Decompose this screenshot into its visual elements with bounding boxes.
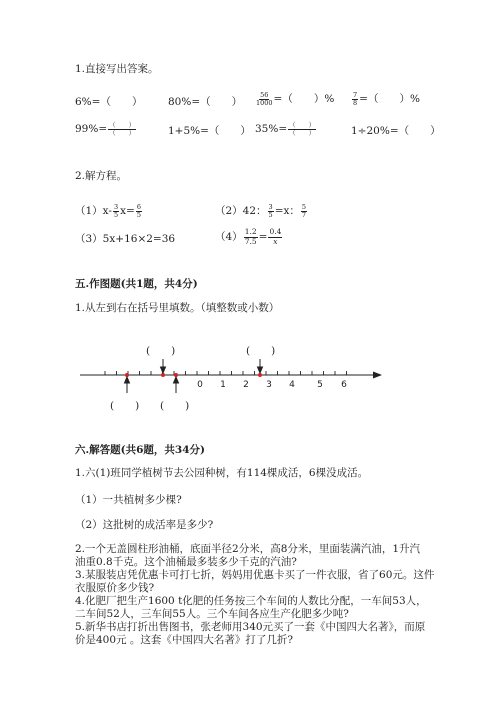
denominator: 7.5 [244, 236, 257, 246]
exercise-1-div-20-percent: 1÷20%=（ ） [351, 125, 441, 137]
axis-label-4: 4 [289, 380, 295, 390]
axis-label-3: 3 [266, 380, 272, 390]
denominator: 5 [113, 211, 119, 219]
axis-label-5: 5 [317, 380, 323, 390]
equation-4 [215, 228, 283, 246]
bottom-answer-paren-2: ( ) [160, 400, 190, 412]
fraction-answer-blank [288, 122, 316, 137]
number-line [70, 355, 390, 400]
problem-1-part-1: （1）一共植树多少棵? [75, 494, 182, 506]
down-arrow-head-icon [161, 367, 166, 373]
numerator: 56 [260, 91, 269, 99]
equation-text: （2）42： [215, 205, 267, 217]
axis-label-6: 6 [341, 380, 347, 390]
problem-1-part-2: （2）这批树的成活率是多少? [75, 519, 214, 531]
denominator: 5 [268, 211, 273, 219]
equation-2 [215, 204, 308, 219]
equation-text: = [258, 230, 268, 243]
problem-2-line-1: 2.一个无盖圆柱形油桶，底面半径2分米，高8分米，里面装满汽油，1升汽 [75, 543, 421, 555]
fraction-7-8 [352, 92, 358, 107]
question-fill-number-line: 1.从左到右在括号里填数。（填整数或小数） [75, 302, 280, 314]
exercise-35-percent [255, 122, 317, 137]
problem-4-line-1: 4.化肥厂把生产1600 t化肥的任务按三个车间的人数比分配，一车间53人， [75, 595, 427, 607]
denominator: 5 [136, 211, 141, 219]
denominator: 8 [353, 99, 358, 107]
number-line-ticks [105, 371, 347, 375]
equation-1 [75, 204, 143, 219]
problem-3-line-2: 衣服原价多少钱? [75, 582, 155, 594]
expression: 35%= [255, 123, 288, 135]
exercise-80-percent: 80%=（ ） [168, 96, 243, 108]
equation-3: （3）5x+16×2=36 [75, 233, 176, 245]
fraction [301, 204, 307, 219]
exercise-6-percent: 6%=（ ） [75, 96, 143, 108]
bottom-answer-paren-1: ( ) [110, 400, 140, 412]
numerator-blank: （ ） [109, 121, 136, 129]
down-arrow-head-icon [258, 367, 263, 373]
number-line-arrow-icon [373, 372, 382, 379]
numerator: 1.2 [244, 227, 257, 236]
numerator: 5 [301, 203, 307, 211]
top-answer-paren-1: ( ) [146, 345, 176, 357]
top-answer-paren-2: ( ) [246, 345, 276, 357]
problem-4-line-2: 二车间52人，三车间55人。三个车间各应生产化肥多少吨? [75, 608, 349, 620]
equation-text: （1）x- [75, 205, 112, 217]
question-solve-equations: 2.解方程。 [75, 170, 128, 182]
denominator-blank: （ ） [109, 129, 136, 137]
numerator: 7 [353, 91, 358, 99]
axis-label-0: 0 [197, 380, 203, 390]
section-heading-word-problems: 六.解答题(共6题，共34分) [75, 444, 206, 456]
exercise-99-percent [75, 122, 137, 137]
fraction [136, 204, 142, 219]
equation-text: （4） [215, 230, 243, 243]
expression: 99%= [75, 123, 108, 135]
denominator: 7 [301, 211, 307, 219]
fraction-56-1000 [256, 92, 273, 107]
section-heading-drawing: 五.作图题(共1题，共4分) [75, 278, 198, 290]
exercise-fraction-56 [255, 92, 334, 107]
equation-text: x= [120, 205, 135, 217]
fraction-answer-blank [108, 122, 136, 137]
up-arrow-head-icon [174, 377, 179, 383]
fraction [268, 228, 282, 246]
fraction [268, 204, 274, 219]
problem-2-line-2: 油重0.8千克。这个油桶最多装多少千克的汽油? [75, 556, 297, 568]
exercise-fraction-7-8 [351, 92, 420, 107]
denominator-blank: （ ） [289, 129, 316, 137]
denominator: x [273, 236, 278, 246]
fraction [244, 228, 258, 246]
numerator: 3 [113, 203, 119, 211]
numerator-blank: （ ） [289, 121, 316, 129]
problem-5-line-1: 5.新华书店打折出售图书，张老师用340元买了一套《中国四大名著》，而原 [75, 621, 426, 633]
answer-blank: =（ ）% [359, 93, 420, 105]
numerator: 0.4 [269, 227, 282, 236]
question-direct-answers: 1.直接写出答案。 [75, 63, 159, 75]
numerator: 3 [268, 203, 273, 211]
axis-label-1: 1 [220, 380, 226, 390]
exercise-1-plus-5-percent: 1+5%=（ ） [168, 125, 251, 137]
problem-3-line-1: 3.某服装店凭优惠卡可打七折，妈妈用优惠卡买了一件衣服，省了60元。这件 [75, 569, 435, 581]
problem-1: 1.六(1)班同学植树节去公园种树，有114棵成活，6棵没成活。 [75, 467, 369, 479]
fraction [113, 204, 119, 219]
numerator: 6 [136, 203, 141, 211]
problem-5-line-2: 价是400元 。这套《中国四大名著》打了几折? [75, 634, 294, 646]
denominator: 1000 [256, 99, 273, 107]
answer-blank: =（ ）% [273, 93, 335, 105]
equation-text: =x： [274, 205, 300, 217]
up-arrow-head-icon [125, 377, 130, 383]
axis-label-2: 2 [243, 380, 249, 390]
